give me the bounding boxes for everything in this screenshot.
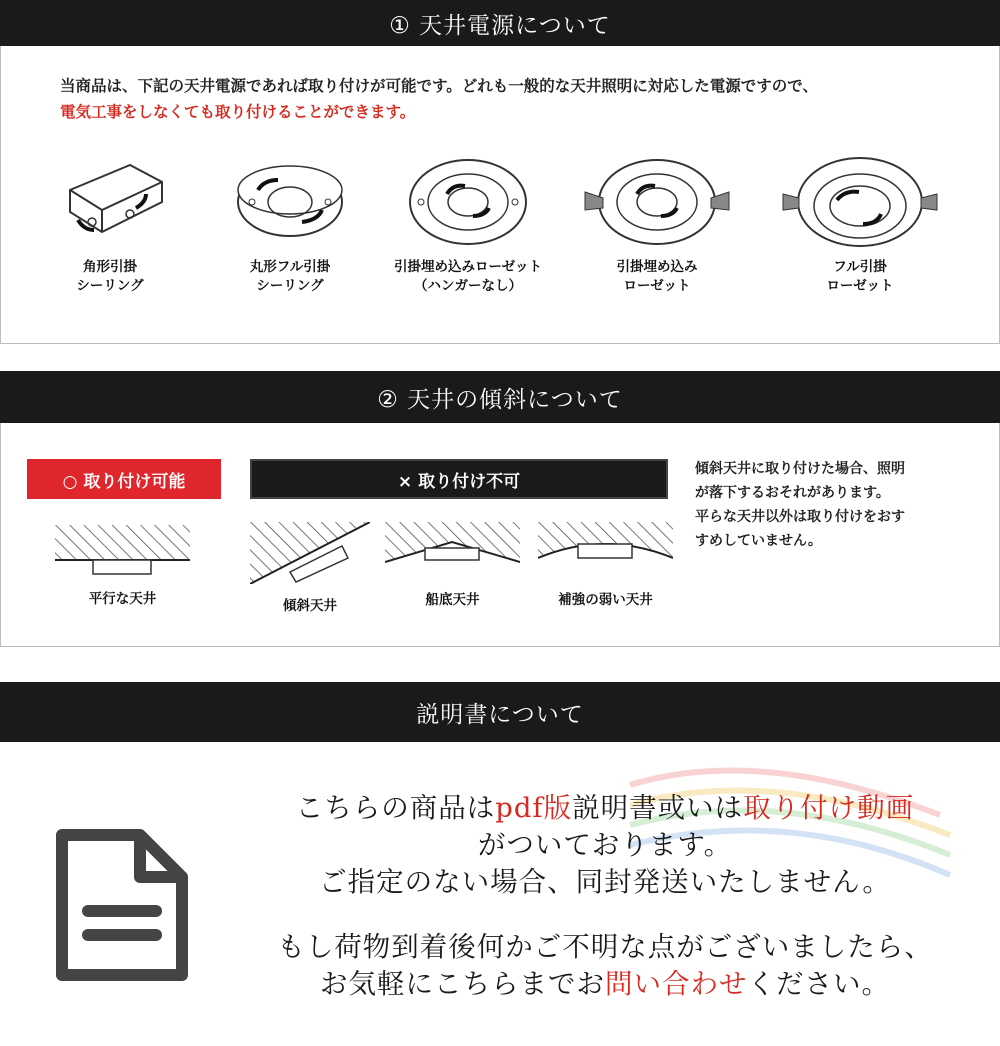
- socket-label-line1: 引掛埋め込みローゼット: [394, 259, 542, 275]
- notice-line3: ご指定のない場合、同封発送いたしません。: [319, 866, 891, 898]
- note-line: 平らな天井以外は取り付けをおす: [695, 509, 905, 525]
- slope-warning-note: [695, 457, 995, 553]
- ceiling-label: 補強の弱い天井: [558, 592, 653, 608]
- intro-line1: 当商品は、下記の天井電源であれば取り付けが可能です。どれも一般的な天井照明に対応した電源ですので、: [60, 77, 818, 95]
- section2-header: [0, 371, 1000, 423]
- socket-label-line2: シーリング: [256, 278, 324, 294]
- notice-line2: がついております。: [477, 829, 733, 861]
- rosette-hanger-icon: [577, 150, 737, 250]
- ceiling-weak: [538, 522, 673, 608]
- ceiling-label: 船底天井: [425, 592, 480, 608]
- installable-badge: ○ 取り付け可能: [27, 459, 221, 499]
- section3-header: [0, 682, 1000, 742]
- notice-text: ください。: [747, 968, 890, 1000]
- rosette-icon: [403, 150, 533, 250]
- section1-intro: [60, 73, 818, 125]
- weak-ceiling-icon: [538, 522, 673, 578]
- manual-notice: [210, 790, 1000, 1003]
- socket-round-full-ceiling: [205, 150, 375, 296]
- section3-title: 説明書について: [416, 701, 584, 728]
- ceiling-label: 傾斜天井: [283, 598, 337, 614]
- square-ceiling-icon: [50, 150, 170, 250]
- notice-line5: [210, 966, 1000, 1003]
- socket-full-rosette: [775, 150, 945, 296]
- note-line: 傾斜天井に取り付けた場合、照明: [695, 461, 905, 477]
- intro-line2: 電気工事をしなくても取り付けることができます。: [60, 103, 416, 121]
- notice-text: 説明書或いは: [572, 792, 744, 824]
- socket-label-line2: （ハンガーなし）: [414, 278, 522, 294]
- socket-label-line2: シーリング: [76, 278, 144, 294]
- socket-label-line2: ローゼット: [623, 278, 691, 294]
- socket-label-line1: 角形引掛: [83, 259, 137, 275]
- full-rosette-icon: [775, 150, 945, 250]
- socket-embedded-rosette-no-hanger: [383, 150, 553, 296]
- socket-embedded-rosette: [572, 150, 742, 296]
- not-installable-badge: × 取り付け不可: [250, 459, 668, 499]
- notice-accent-inquiry: 問い合わせ: [605, 968, 748, 1000]
- notice-text: こちらの商品は: [295, 792, 496, 824]
- notice-accent-pdf: pdf版: [495, 792, 573, 824]
- ceiling-label: 平行な天井: [88, 591, 157, 607]
- section1-header: [0, 0, 1000, 46]
- boat-ceiling-icon: [385, 522, 520, 578]
- flat-ceiling-icon: [55, 525, 190, 577]
- round-ceiling-icon: [230, 150, 350, 250]
- ceiling-sloped: [250, 522, 370, 614]
- notice-line4: もし荷物到着後何かご不明な点がございましたら、: [277, 931, 933, 963]
- sloped-ceiling-icon: [250, 522, 370, 584]
- document-icon: [52, 825, 192, 985]
- note-line: が落下するおそれがあります。: [695, 485, 890, 501]
- socket-label-line1: フル引掛: [833, 259, 887, 275]
- note-line: すめしていません。: [695, 533, 822, 549]
- ceiling-boat-bottom: [385, 522, 520, 608]
- notice-accent-video: 取り付け動画: [743, 792, 915, 824]
- section1-title: ① 天井電源について: [389, 12, 611, 39]
- socket-label-line1: 丸形フル引掛: [249, 259, 331, 275]
- notice-line1: [210, 790, 1000, 827]
- section2-title: ② 天井の傾斜について: [377, 386, 623, 413]
- socket-label-line2: ローゼット: [826, 278, 894, 294]
- socket-label-line1: 引掛埋め込み: [616, 259, 698, 275]
- notice-text: お気軽にこちらまでお: [320, 968, 605, 1000]
- ceiling-flat: [55, 525, 190, 607]
- socket-square-ceiling: [25, 150, 195, 296]
